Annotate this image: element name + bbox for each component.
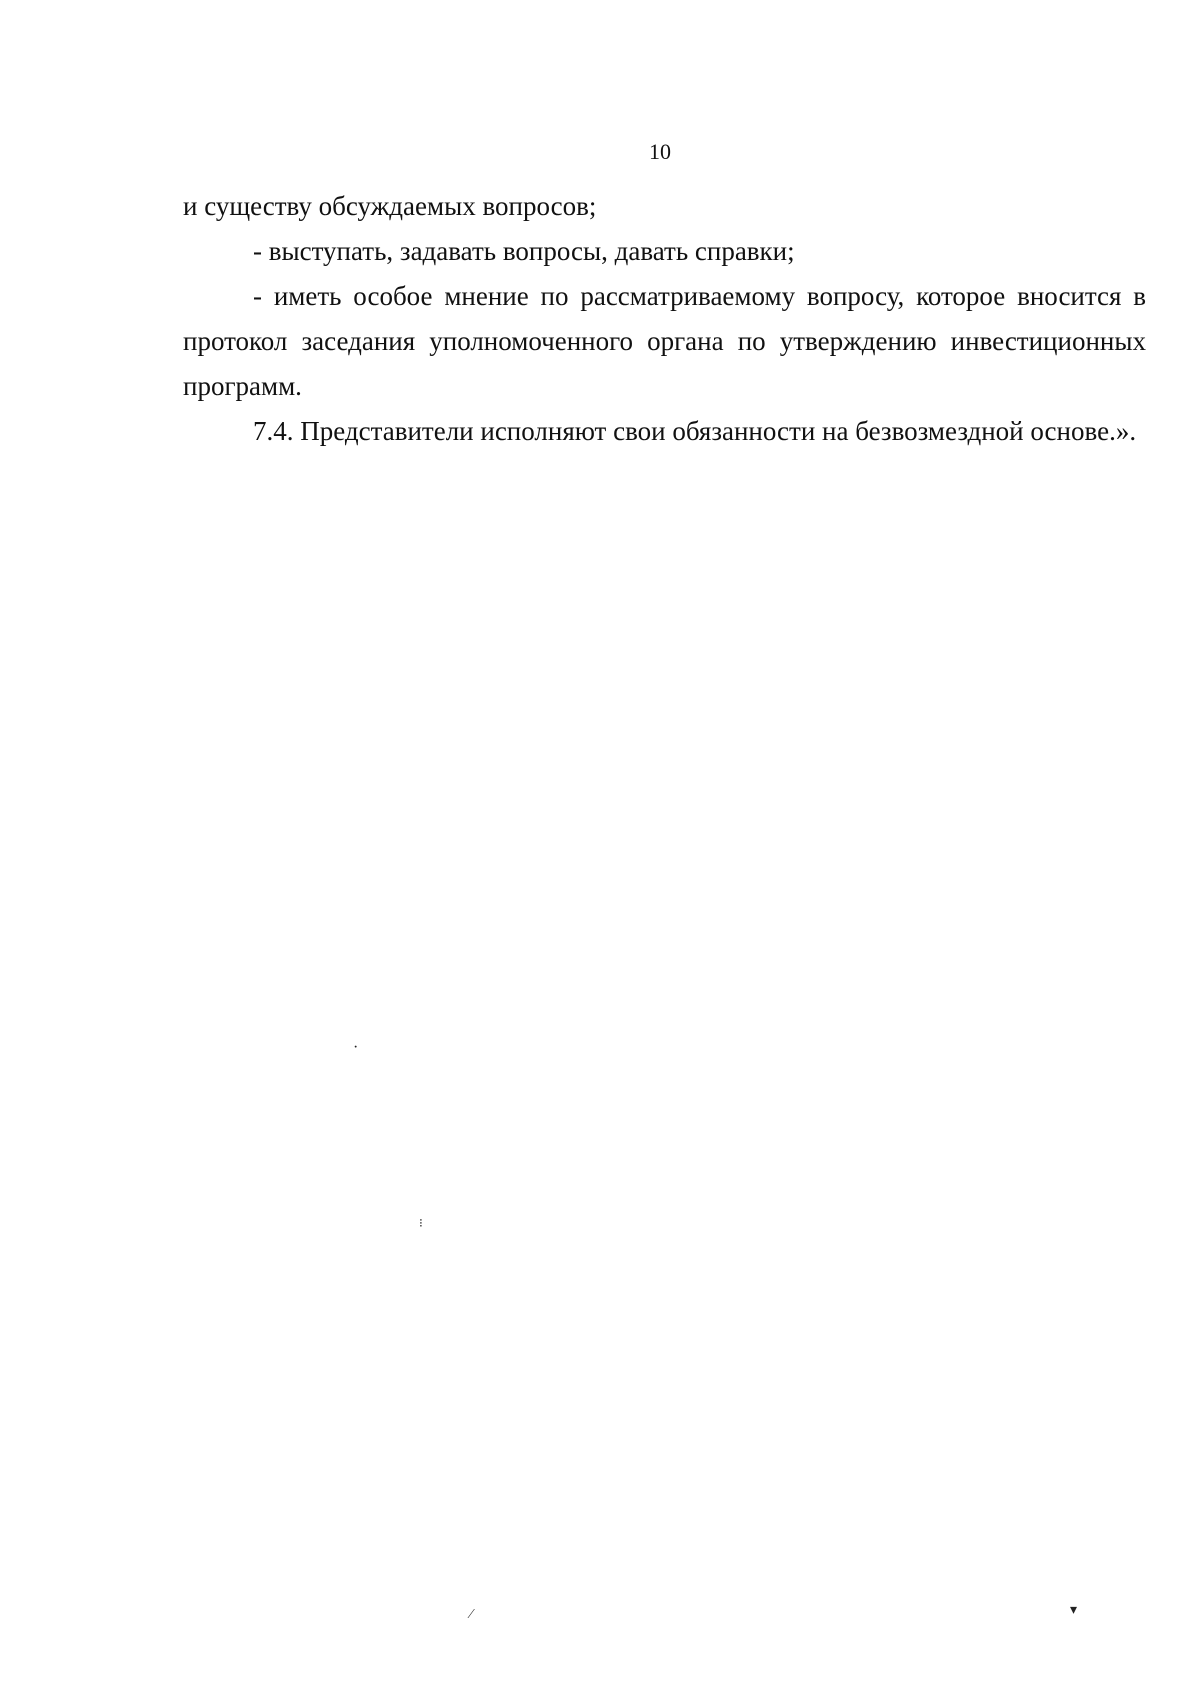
paragraph-clause: 7.4. Представители исполняют свои обязанности на безвозмездной основе.». — [253, 416, 1137, 446]
scan-speck: ▾ — [1070, 1603, 1078, 1618]
paragraph-list-item: - иметь особое мнение по рассматриваемому вопросу, которое вносится в протокол заседания уполномоченного органа по утверждению инвестиционных программ. — [183, 281, 1146, 401]
scan-speck: ⁄ — [470, 1607, 473, 1622]
page-number: 10 — [649, 139, 671, 164]
scan-speck: · — [353, 1039, 359, 1056]
paragraph-continuation: и существу обсуждаемых вопросов; — [183, 191, 597, 221]
paragraph-list-item: - выступать, задавать вопросы, давать справки; — [253, 236, 795, 266]
scan-speck: ⁝ — [419, 1216, 423, 1230]
document-body — [183, 184, 1146, 454]
